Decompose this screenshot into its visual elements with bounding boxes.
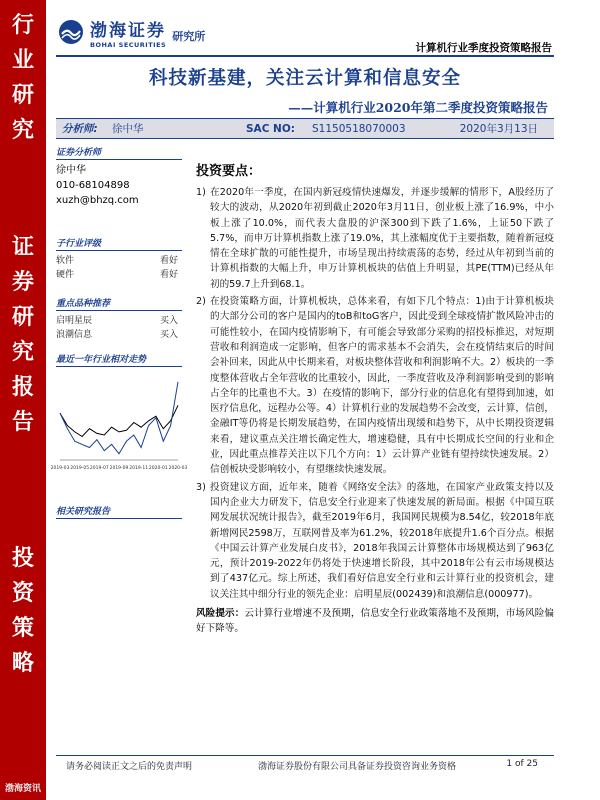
analyst-phone: 010-68104898 — [56, 180, 130, 191]
stock-rating: 买入 — [159, 330, 178, 340]
investment-points — [196, 160, 554, 637]
sidebar-char: 略 — [11, 650, 34, 676]
sidebar-char: 行 — [11, 12, 34, 38]
risk-warning — [196, 606, 554, 637]
section-key-stocks: 重点品种推荐 — [56, 296, 182, 311]
risk-label: 风险提示： — [196, 608, 245, 620]
point-item — [196, 294, 554, 478]
research-institute-label: 研究所 — [172, 30, 206, 43]
rating-value: 看好 — [159, 256, 178, 266]
sidebar-bottom-logo: 渤海资讯 — [0, 778, 46, 800]
stock-row — [56, 328, 182, 342]
point-text: 在2020年一季度，在国内新冠疫情快速爆发，并逐步缓解的情形下，A股经历了较大的波动，从2020年初到截止2020年3月11日，创业板上涨了16.9%，中小板上涨了10.0%，而代表大盘股的沪深300到下跌了1.6%，上证50下跌了5.7%，而申万计算机指数上涨了19.0%，其上涨幅度优于主要指数，随着新冠疫情在全球扩散的可能性提升，市场呈现出持续震荡的态势，经过从年初到当前的计算机指数的大幅上升，申万计算机板块的估值上升明显，其PE(TTM)已经从年初的59.7上升到68.1。 — [210, 187, 554, 290]
section-related-reports: 相关研究报告 — [56, 504, 182, 519]
footer-page-number: 1 of 25 — [506, 759, 538, 769]
points-title: 投资要点： — [196, 164, 262, 179]
sidebar-char: 报 — [11, 374, 34, 400]
sidebar-char: 研 — [11, 304, 34, 330]
report-date: 2020年3月13日 — [459, 123, 538, 135]
x-tick-label: 2019-11 — [129, 466, 149, 471]
x-tick-label: 2019-05 — [70, 466, 90, 471]
analyst-email[interactable]: xuzh@bhzq.com — [56, 195, 139, 206]
relative-trend-chart — [50, 370, 188, 480]
sidebar-char: 告 — [11, 409, 34, 435]
x-tick-label: 2020-03 — [168, 466, 188, 471]
point-item — [196, 480, 554, 602]
report-type: 计算机行业季度投资策略报告 — [415, 42, 552, 54]
analyst-label: 分析师: — [62, 123, 98, 135]
report-subtitle: ——计算机行业2020年第二季度投资策略报告 — [288, 100, 548, 115]
rating-name: 硬件 — [56, 270, 75, 280]
point-text: 投资建议方面，近年来，随着《网络安全法》的落地，在国家产业政策支持以及国内企业大力研发下，信息安全行业迎来了快速发展的新局面。根据《中国互联网发展状况统计报告》，截至2019年6月，我国网民规模为8.54亿，较2018年底新增网民2598万，互联网普及率为61.2%，较2018年底提升1.6个百分点。根据《中国云计算产业发展白皮书》，2018年我国云计算整体市场规模达到了963亿元，预计2019-2022年仍将处于快速增长阶段，其中2018年公有云市场规模达到了437亿元。综上所述，我们看好信息安全行业和云计算行业的投资机会，建议关注其中细分行业的领先企业：启明星辰(002439)和浪潮信息(000977)。 — [210, 481, 555, 600]
rating-value: 看好 — [159, 270, 178, 280]
bohai-logo-icon — [58, 19, 84, 45]
company-logo — [58, 14, 205, 50]
sac-number: S1150518070003 — [312, 122, 406, 135]
footer-company: 渤海证券股份有限公司具备证券投资咨询业务资格 — [258, 762, 457, 772]
analyst-contact-name: 徐中华 — [56, 165, 86, 176]
stock-name: 启明星辰 — [56, 316, 93, 326]
footer-disclaimer[interactable]: 请务必阅读正文之后的免责声明 — [66, 762, 193, 772]
point-number: 3) — [196, 481, 206, 493]
rating-name: 软件 — [56, 256, 75, 266]
sidebar-label-industry-research — [0, 14, 46, 154]
section-analyst: 证券分析师 — [56, 145, 182, 160]
rating-row — [56, 268, 182, 282]
x-tick-label: 2019-03 — [50, 466, 70, 471]
sidebar-label-investment-strategy — [0, 547, 46, 687]
x-tick-label: 2020-01 — [148, 466, 168, 471]
risk-text: 云计算行业增速不及预期，信息安全行业政策落地不及预期，市场风险偏好下降等。 — [196, 608, 554, 635]
point-text: 在投资策略方面，计算机板块，总体来看，有如下几个特点：1)由于计算机板块的大部分公司的客户是国内的toB和toG客户，因此受到全球疫情扩散风险冲击的可能性较小，在国内疫情影响下，有可能会导致部分采购的招投标推迟，对短期营收和利润造成一定影响，但客户的需求基本不会消失，会在疫情结束后的时间会补回来，因此从中长期来看，对板块整体营收和利润影响不大。2）板块的一季度整体营收占全年营收的比重较小，因此，一季度营收及净利润影响受到的影响占全年的比重也不大。3）在疫情的影响下，部分行业的信息化有望得到加速，如医疗信息化，远程办公等。4）计算机行业的发展趋势不会改变，云计算，信创，金融IT等仍将是长期发展趋势，在国内疫情出现缓和趋势下，从中长期投资逻辑来看，建议重点关注增长确定性大，增速稳健，具有中长期成长空间的行业和企业，因此重点推荐关注以下几个方向：1）云计算产业链有望持续快速发展。2）信创板块受影响较小，有望继续快速发展。 — [210, 296, 554, 476]
section-relative-trend: 最近一年行业相对走势 — [56, 352, 182, 367]
report-title: 科技新基建，关注云计算和信息安全 — [148, 68, 461, 89]
sidebar-char: 投 — [11, 545, 34, 571]
sidebar-char: 策 — [11, 615, 34, 641]
rating-row — [56, 254, 182, 268]
logo-chinese-name: 渤海证券 — [90, 20, 166, 41]
stock-rating: 买入 — [159, 316, 178, 326]
point-number: 1) — [196, 187, 206, 198]
sidebar-char: 证 — [11, 234, 34, 260]
sidebar-char: 究 — [11, 339, 34, 365]
analyst-name: 徐中华 — [112, 123, 144, 135]
sac-label: SAC NO: — [246, 122, 295, 135]
sidebar-char: 业 — [11, 47, 34, 73]
trend-chart-svg — [50, 370, 188, 480]
section-sub-industry-rating: 子行业评级 — [56, 236, 182, 251]
x-tick-label: 2019-09 — [109, 466, 129, 471]
logo-english-name: BOHAI SECURITIES — [90, 40, 167, 49]
sidebar-char: 究 — [11, 117, 34, 143]
header-divider — [56, 55, 554, 57]
stock-row — [56, 314, 182, 328]
left-column — [50, 145, 188, 522]
point-number: 2) — [196, 296, 206, 308]
analyst-info-bar — [56, 118, 554, 139]
sidebar-char: 券 — [11, 269, 34, 295]
stock-name: 浪潮信息 — [56, 330, 93, 340]
series-line-2 — [60, 382, 178, 454]
x-tick-label: 2019-07 — [89, 466, 109, 471]
footer-divider — [56, 755, 554, 756]
sidebar-label-securities-report — [0, 236, 46, 446]
point-item — [196, 185, 554, 292]
analyst-contact — [56, 163, 182, 208]
sidebar-char: 资 — [11, 580, 34, 606]
sidebar-char: 研 — [11, 82, 34, 108]
